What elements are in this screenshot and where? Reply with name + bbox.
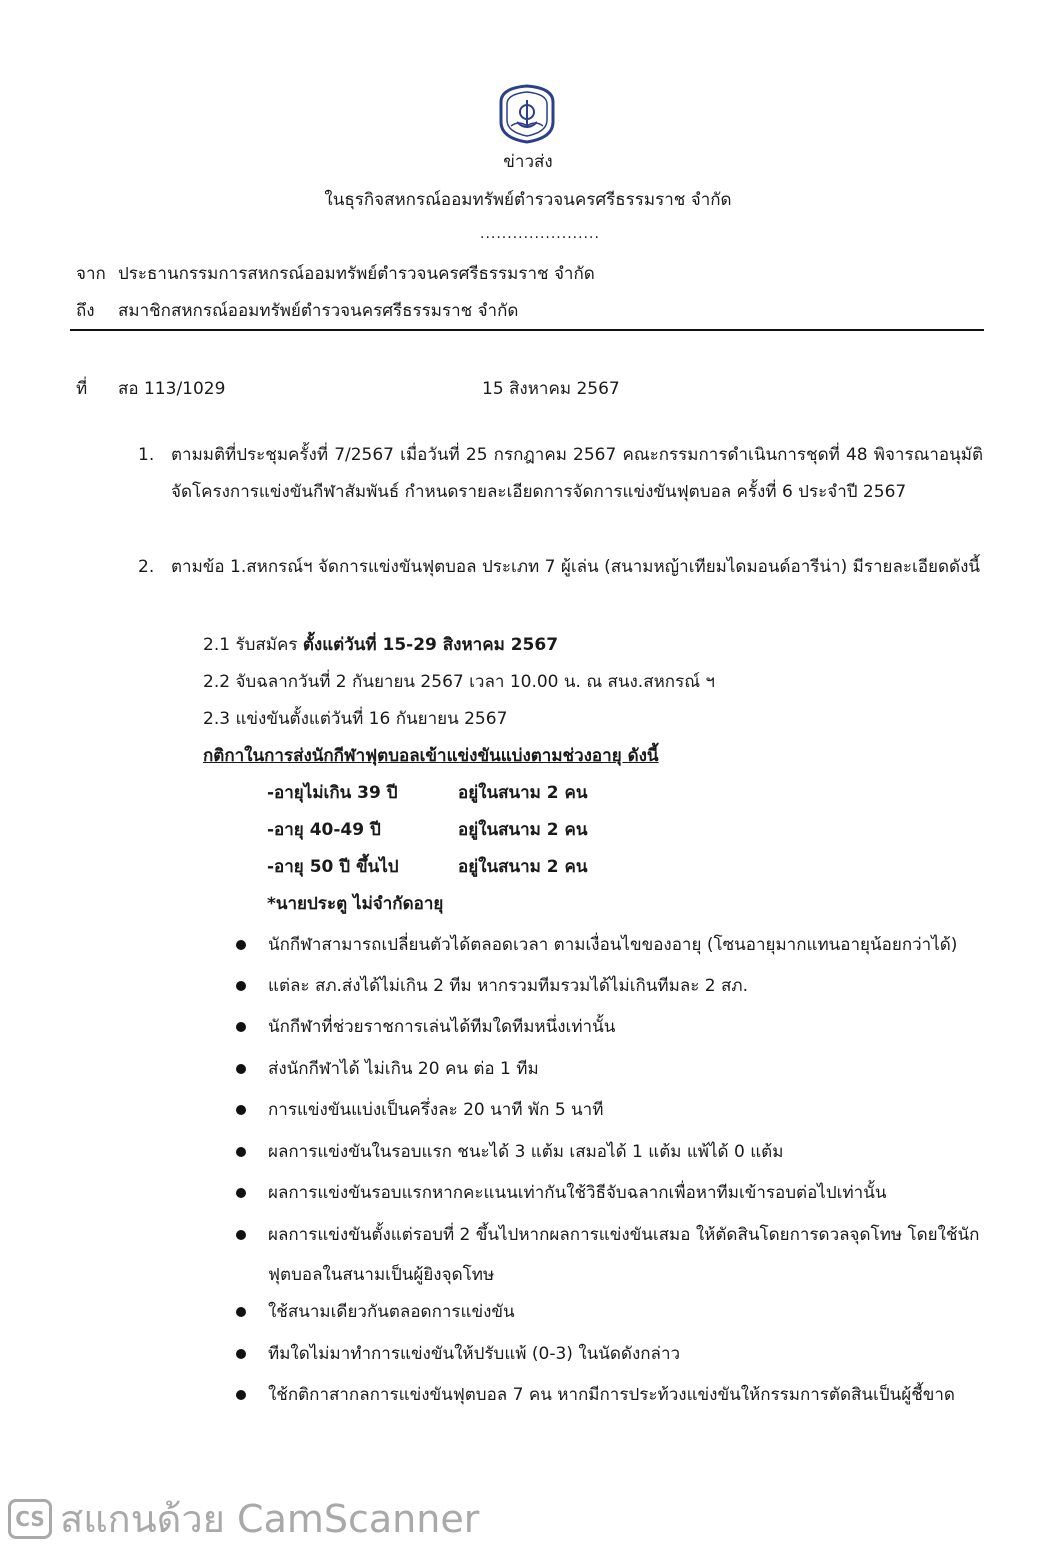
to-value: สมาชิกสหกรณ์ออมทรัพย์ตำรวจนครศรีธรรมราช จำกัด xyxy=(118,301,519,321)
document-subtitle: ในธุรกิจสหกรณ์ออมทรัพย์ตำรวจนครศรีธรรมราช จำกัด xyxy=(324,190,732,210)
ref-date: 15 สิงหาคม 2567 xyxy=(482,379,620,399)
rule-bullet-7: ผลการแข่งขันรอบแรกหากคะแนนเท่ากันใช้วิธีจับฉลากเพื่อหาทีมเข้ารอบต่อไปเท่านั้น xyxy=(268,1183,887,1203)
age-group-3-quota: อยู่ในสนาม 2 คน xyxy=(458,857,588,877)
age-group-2-quota: อยู่ในสนาม 2 คน xyxy=(458,820,588,840)
from-value: ประธานกรรมการสหกรณ์ออมทรัพย์ตำรวจนครศรีธรรมราช จำกัด xyxy=(118,264,595,284)
document-title: ข่าวส่ง xyxy=(503,152,553,172)
item-1-number: 1. xyxy=(138,445,155,465)
sub-item-2-3: 2.3 แข่งขันตั้งแต่วันที่ 16 กันยายน 2567 xyxy=(203,709,508,729)
item-2-number: 2. xyxy=(138,557,155,577)
rules-heading: กติกาในการส่งนักกีฬาฟุตบอลเข้าแข่งขันแบ่งตามช่วงอายุ ดังนี้ xyxy=(203,746,659,766)
rule-bullet-2: แต่ละ สภ.ส่งได้ไม่เกิน 2 ทีม หากรวมทีมรวมได้ไม่เกินทีมละ 2 สภ. xyxy=(268,976,748,996)
rule-bullet-1: นักกีฬาสามารถเปลี่ยนตัวได้ตลอดเวลา ตามเงื่อนไขของอายุ (โซนอายุมากแทนอายุน้อยกว่าได้) xyxy=(268,935,958,955)
sub-item-2-2: 2.2 จับฉลากวันที่ 2 กันยายน 2567 เวลา 10.00 น. ณ สนง.สหกรณ์ ฯ xyxy=(203,672,715,692)
rule-bullet-3: นักกีฬาที่ช่วยราชการเล่นได้ทีมใดทีมหนึ่งเท่านั้น xyxy=(268,1017,616,1037)
sub-item-2-1 xyxy=(203,631,558,658)
to-line xyxy=(76,297,518,324)
ref-number: สอ 113/1029 xyxy=(118,379,226,399)
rule-bullet-5: การแข่งขันแบ่งเป็นครึ่งละ 20 นาที พัก 5 นาที xyxy=(268,1100,604,1120)
rule-bullet-11: ใช้กติกาสากลการแข่งขันฟุตบอล 7 คน หากมีการประท้วงแข่งขันให้กรรมการตัดสินเป็นผู้ชี้ขาด xyxy=(268,1385,955,1405)
bullet-icon xyxy=(236,1022,246,1032)
item-2-text: ตามข้อ 1.สหกรณ์ฯ จัดการแข่งขันฟุตบอล ประเภท 7 ผู้เล่น (สนามหญ้าเทียมไดมอนด์อารีน่า) มีรายละเอียดดังนี้ xyxy=(171,557,981,577)
age-group-3: -อายุ 50 ปี ขึ้นไป xyxy=(267,857,399,877)
camscanner-watermark xyxy=(8,1488,480,1541)
separator-dots: ...................... xyxy=(480,226,600,242)
from-line xyxy=(76,260,595,287)
rule-bullet-8: ผลการแข่งขันตั้งแต่รอบที่ 2 ขึ้นไปหากผลการแข่งขันเสมอ ให้ตัดสินโดยการดวลจุดโทษ โดยใช้นักฟุตบอลในสนามเป็นผู้ยิงจุดโทษ xyxy=(268,1225,980,1285)
item-1-text: ตามมติที่ประชุมครั้งที่ 7/2567 เมื่อวันที่ 25 กรกฎาคม 2567 คณะกรรมการดำเนินการชุดที่ 48 พิจารณาอนุมัติจัดโครงการแข่งขันกีฬาสัมพันธ์ กำหนดรายละเอียดการจัดการแข่งขันฟุตบอล ครั้งที่ 6 ประจำปี 2567 xyxy=(171,445,983,502)
bullet-icon xyxy=(236,1105,246,1115)
ref-label: ที่ xyxy=(76,379,88,399)
sub-item-2-1-dates: ตั้งแต่วันที่ 15-29 สิงหาคม 2567 xyxy=(302,635,559,655)
age-group-2: -อายุ 40-49 ปี xyxy=(267,820,381,840)
bullet-icon xyxy=(236,1390,246,1400)
cooperative-emblem-logo xyxy=(491,82,563,144)
bullet-icon xyxy=(236,1147,246,1157)
sub-item-2-1-prefix: 2.1 รับสมัคร xyxy=(203,635,303,655)
bullet-icon xyxy=(236,1230,246,1240)
camscanner-logo-icon: CS xyxy=(8,1499,52,1539)
from-label: จาก xyxy=(76,264,106,284)
rule-bullet-10: ทีมใดไม่มาทำการแข่งขันให้ปรับแพ้ (0-3) ในนัดดังกล่าว xyxy=(268,1344,681,1364)
bullet-icon xyxy=(236,1349,246,1359)
bullet-icon xyxy=(236,1188,246,1198)
bullet-icon xyxy=(236,981,246,991)
to-label: ถึง xyxy=(76,301,95,321)
rule-bullet-4: ส่งนักกีฬาได้ ไม่เกิน 20 คน ต่อ 1 ทีม xyxy=(268,1059,539,1079)
rule-bullet-9: ใช้สนามเดียวกันตลอดการแข่งขัน xyxy=(268,1302,515,1322)
bullet-icon xyxy=(236,940,246,950)
camscanner-text: สแกนด้วย CamScanner xyxy=(60,1497,480,1541)
goalkeeper-note: *นายประตู ไม่จำกัดอายุ xyxy=(267,894,444,914)
bullet-icon xyxy=(236,1307,246,1317)
rule-bullet-6: ผลการแข่งขันในรอบแรก ชนะได้ 3 แต้ม เสมอได้ 1 แต้ม แพ้ได้ 0 แต้ม xyxy=(268,1142,784,1162)
age-group-1: -อายุไม่เกิน 39 ปี xyxy=(267,783,398,803)
bullet-icon xyxy=(236,1064,246,1074)
header-divider xyxy=(70,329,984,331)
age-group-1-quota: อยู่ในสนาม 2 คน xyxy=(458,783,588,803)
